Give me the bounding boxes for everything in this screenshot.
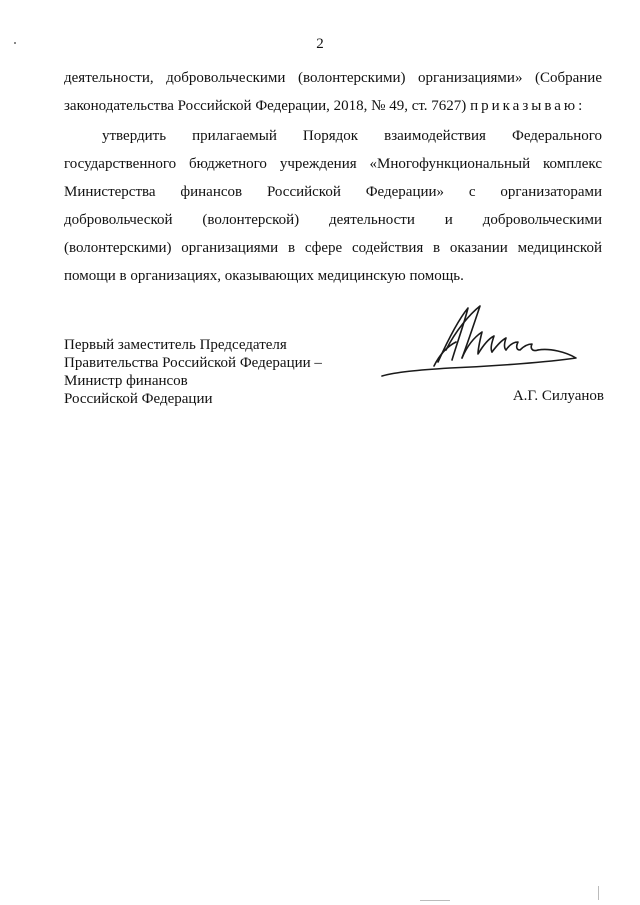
intro-line-1: деятельности, добровольческими (волонтерскими) организациями» (Собрание	[64, 70, 602, 86]
signer-title	[64, 336, 322, 408]
scan-speck	[420, 900, 450, 901]
intro-line-2	[64, 92, 602, 120]
signature-icon	[378, 300, 588, 382]
order-paragraph	[64, 122, 602, 290]
order-line-5: (волонтерскими) организациями в сфере содействия в оказании медицинской	[64, 240, 602, 256]
intro-line-2-text: законодательства Российской Федерации, 2018, № 49, ст. 7627)	[64, 98, 467, 114]
signer-title-line-2: Правительства Российской Федерации –	[64, 355, 322, 371]
scan-speck	[598, 886, 599, 900]
scan-speck	[14, 42, 16, 44]
page-number: 2	[316, 36, 324, 52]
order-line-6: помощи в организациях, оказывающих медицинскую помощь.	[64, 268, 464, 284]
order-line-2: государственного бюджетного учреждения «Многофункциональный комплекс	[64, 156, 602, 172]
order-word: приказываю:	[470, 98, 586, 114]
intro-paragraph	[64, 64, 602, 120]
signer-title-line-3: Министр финансов	[64, 373, 188, 389]
signer-title-line-1: Первый заместитель Председателя	[64, 337, 287, 353]
order-line-1: утвердить прилагаемый Порядок взаимодействия Федерального	[102, 128, 602, 144]
order-line-4: добровольческой (волонтерской) деятельности и добровольческими	[64, 212, 602, 228]
signer-title-line-4: Российской Федерации	[64, 391, 213, 407]
order-line-3: Министерства финансов Российской Федерации» с организаторами	[64, 184, 602, 200]
signer-name: А.Г. Силуанов	[512, 388, 604, 404]
